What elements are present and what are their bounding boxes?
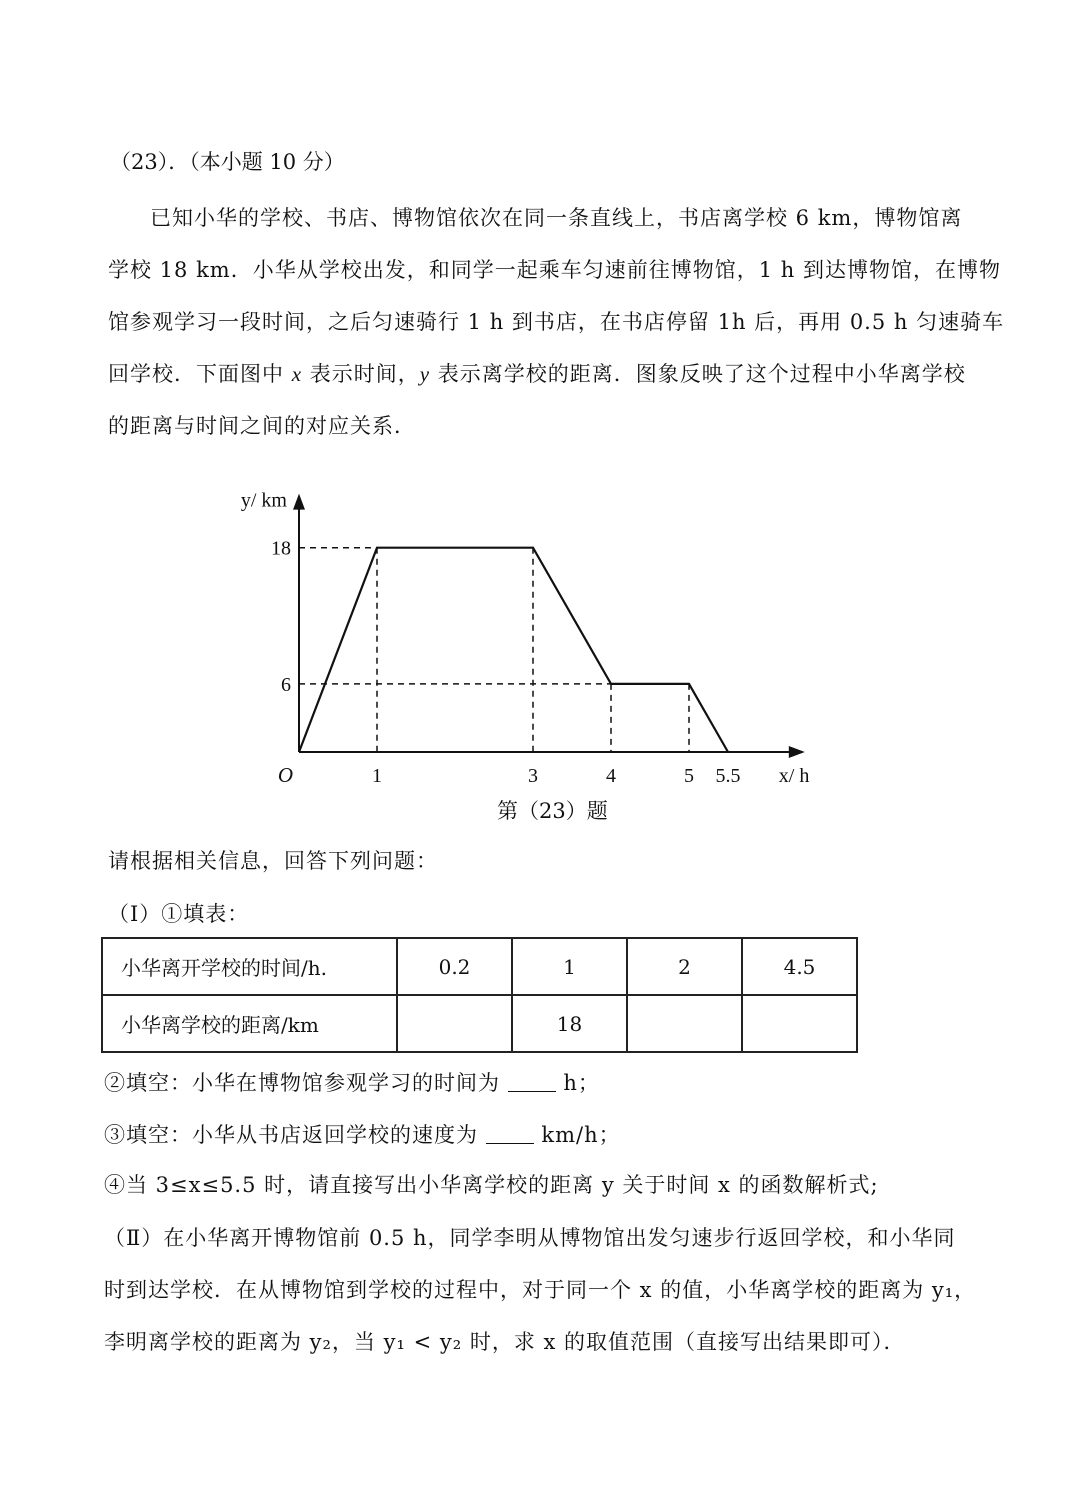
problem-text-line: 已知小华的学校、书店、博物馆依次在同一条直线上，书店离学校 6 km，博物馆离: [150, 206, 963, 230]
text-fragment: 表示离学校的距离．图象反映了这个过程中小华离学校: [430, 362, 966, 386]
part1-title: （Ⅰ）①填表：: [108, 902, 250, 926]
x-tick-label: 4: [606, 765, 616, 787]
question-3: [104, 1119, 621, 1149]
question-4: ④当 3≤x≤5.5 时，请直接写出小华离学校的距离 y 关于时间 x 的函数解析式;: [104, 1173, 879, 1197]
text-fragment: 表示时间，: [302, 362, 420, 386]
table-cell: 18: [512, 995, 627, 1052]
table-row-label: 小华离学校的距离/km: [102, 995, 397, 1052]
table-answer-cell[interactable]: [627, 995, 742, 1052]
text-fragment: 回学校．下面图中: [108, 362, 292, 386]
question-header: （23）．（本小题 10 分）: [110, 150, 345, 174]
problem-text-line: 的距离与时间之间的对应关系．: [108, 414, 416, 438]
table-row-label: 小华离开学校的时间/h.: [102, 938, 397, 995]
y-tick-label: 6: [281, 673, 291, 696]
table-cell: 0.2: [397, 938, 512, 995]
x-axis-label: x/ h: [778, 765, 810, 787]
part2-text-line: 时到达学校．在从博物馆到学校的过程中，对于同一个 x 的值，小华离学校的距离为 y₁，: [104, 1278, 977, 1302]
y-axis-label: y/ km: [240, 489, 287, 512]
x-tick-label: 1: [372, 765, 382, 787]
answer-blank[interactable]: [486, 1125, 534, 1144]
table-cell: 2: [627, 938, 742, 995]
fill-in-table: [101, 937, 858, 1053]
questions-intro: 请根据相关信息，回答下列问题：: [108, 849, 438, 873]
y-tick-label: 18: [271, 537, 291, 560]
x-axis-arrow: [789, 746, 805, 758]
table-answer-cell[interactable]: [397, 995, 512, 1052]
text-fragment: ③填空：小华从书店返回学校的速度为: [104, 1123, 486, 1147]
variable-y: y: [419, 362, 431, 386]
series-line: [299, 548, 728, 752]
part2-text-line: 李明离学校的距离为 y₂，当 y₁ < y₂ 时，求 x 的取值范围（直接写出结果即可）．: [104, 1330, 906, 1354]
y-axis-arrow: [293, 494, 305, 510]
x-tick-label: 5: [684, 765, 694, 787]
part2-text-line: （Ⅱ）在小华离开博物馆前 0.5 h，同学李明从博物馆出发匀速步行返回学校，和小华同: [104, 1226, 956, 1250]
problem-text-line: 学校 18 km．小华从学校出发，和同学一起乘车匀速前往博物馆，1 h 到达博物馆，在博物: [108, 258, 1001, 282]
figure-caption: 第（23）题: [497, 799, 608, 823]
table-cell: 4.5: [742, 938, 857, 995]
answer-blank[interactable]: [508, 1073, 556, 1092]
table-row: [102, 938, 857, 995]
table-row: [102, 995, 857, 1052]
origin-label: O: [277, 763, 293, 787]
text-fragment: h；: [555, 1071, 600, 1095]
table-cell: 1: [512, 938, 627, 995]
table-answer-cell[interactable]: [742, 995, 857, 1052]
text-fragment: ②填空：小华在博物馆参观学习的时间为: [104, 1071, 508, 1095]
chart-layer: [241, 490, 809, 787]
variable-x: x: [291, 362, 303, 386]
problem-text-line: 馆参观学习一段时间，之后匀速骑行 1 h 到书店，在书店停留 1h 后，再用 0.5 h 匀速骑车: [108, 310, 1005, 334]
question-2: [104, 1067, 600, 1097]
text-fragment: km/h；: [533, 1123, 621, 1147]
x-tick-label: 3: [528, 765, 538, 787]
x-tick-label: 5.5: [715, 765, 741, 787]
